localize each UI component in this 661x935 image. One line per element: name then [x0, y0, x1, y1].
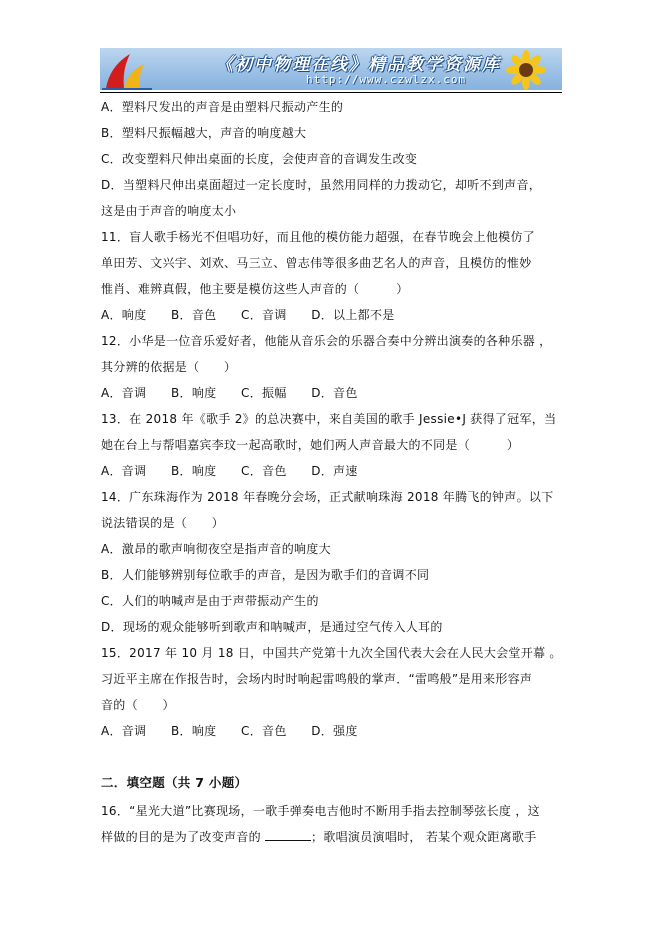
section-heading: 二．填空题（共 7 小题） — [101, 775, 248, 790]
text-segment: ；歌唱演员演唱时， 若某个观众距离歌手 — [311, 830, 537, 844]
option-line: D．当塑料尺伸出桌面超过一定长度时，虽然用同样的力拨动它，却听不到声音， — [101, 178, 542, 192]
text-segment: 样做的目的是为了改变声音的 — [101, 830, 266, 844]
logo-icon — [100, 48, 158, 90]
question-15: 15．2017 年 10 月 18 日，中国共产党第十九次全国代表大会在人民大会堂开幕 。 — [101, 646, 562, 660]
option-line: D．现场的观众能够听到歌声和呐喊声，是通过空气传入人耳的 — [101, 620, 443, 634]
text-line: 其分辨的依据是（ ） — [101, 360, 237, 374]
text-line: 说法错误的是（ ） — [101, 516, 225, 530]
question-11: 11．盲人歌手杨光不但唱功好，而且他的模仿能力超强，在春节晚会上他模仿了 — [101, 230, 536, 244]
header-rule — [100, 92, 562, 93]
text-line: 这是由于声音的响度太小 — [101, 204, 237, 218]
question-14: 14．广东珠海作为 2018 年春晚分会场，正式献响珠海 2018 年腾飞的钟声。以下 — [101, 490, 554, 504]
text-line: 习近平主席在作报告时，会场内时时响起雷鸣般的掌声．“雷鸣般”是用来形容声 — [101, 672, 533, 686]
text-line: 惟肖、难辨真假，他主要是模仿这些人声音的（ ） — [101, 282, 409, 296]
options-row: A．音调 B．响度 C．振幅 D．音色 — [101, 386, 358, 400]
banner-title: 《初中物理在线》精品教学资源库 — [216, 55, 501, 75]
option-line: C．人们的呐喊声是由于声带振动产生的 — [101, 594, 319, 608]
options-row: A．音调 B．响度 C．音色 D．声速 — [101, 464, 358, 478]
options-row: A．音调 B．响度 C．音色 D．强度 — [101, 724, 358, 738]
header-banner — [100, 48, 562, 90]
options-row: A．响度 B．音色 C．音调 D．以上都不是 — [101, 308, 395, 322]
option-line: A．激昂的歌声响彻夜空是指声音的响度大 — [101, 542, 331, 556]
question-13: 13．在 2018 年《歌手 2》的总决赛中，来自美国的歌手 Jessie•J 获得了冠军，当 — [101, 412, 557, 426]
banner-url: http://www.czwlzx.com — [306, 73, 467, 86]
question-16-line2 — [101, 829, 537, 845]
option-line: B．塑料尺振幅越大，声音的响度越大 — [101, 126, 307, 140]
question-16: 16．“星光大道”比赛现场，一歌手弹奏电吉他时不断用手指去控制琴弦长度 ，这 — [101, 804, 540, 818]
text-line: 她在台上与帮唱嘉宾李玟一起高歌时，她们两人声音最大的不同是（ ） — [101, 438, 520, 452]
question-12: 12．小华是一位音乐爱好者，他能从音乐会的乐器合奏中分辨出演奏的各种乐器 ， — [101, 334, 552, 348]
option-line: B．人们能够辨别每位歌手的声音，是因为歌手们的音调不同 — [101, 568, 430, 582]
text-line: 音的（ ） — [101, 698, 175, 712]
sunflower-icon — [492, 48, 556, 90]
text-line: 单田芳、文兴宇、刘欢、马三立、曾志伟等很多曲艺名人的声音，且模仿的惟妙 — [101, 256, 532, 270]
option-line: C．改变塑料尺伸出桌面的长度，会使声音的音调发生改变 — [101, 152, 418, 166]
answer-blank — [265, 829, 311, 841]
option-line: A．塑料尺发出的声音是由塑料尺振动产生的 — [101, 100, 344, 114]
